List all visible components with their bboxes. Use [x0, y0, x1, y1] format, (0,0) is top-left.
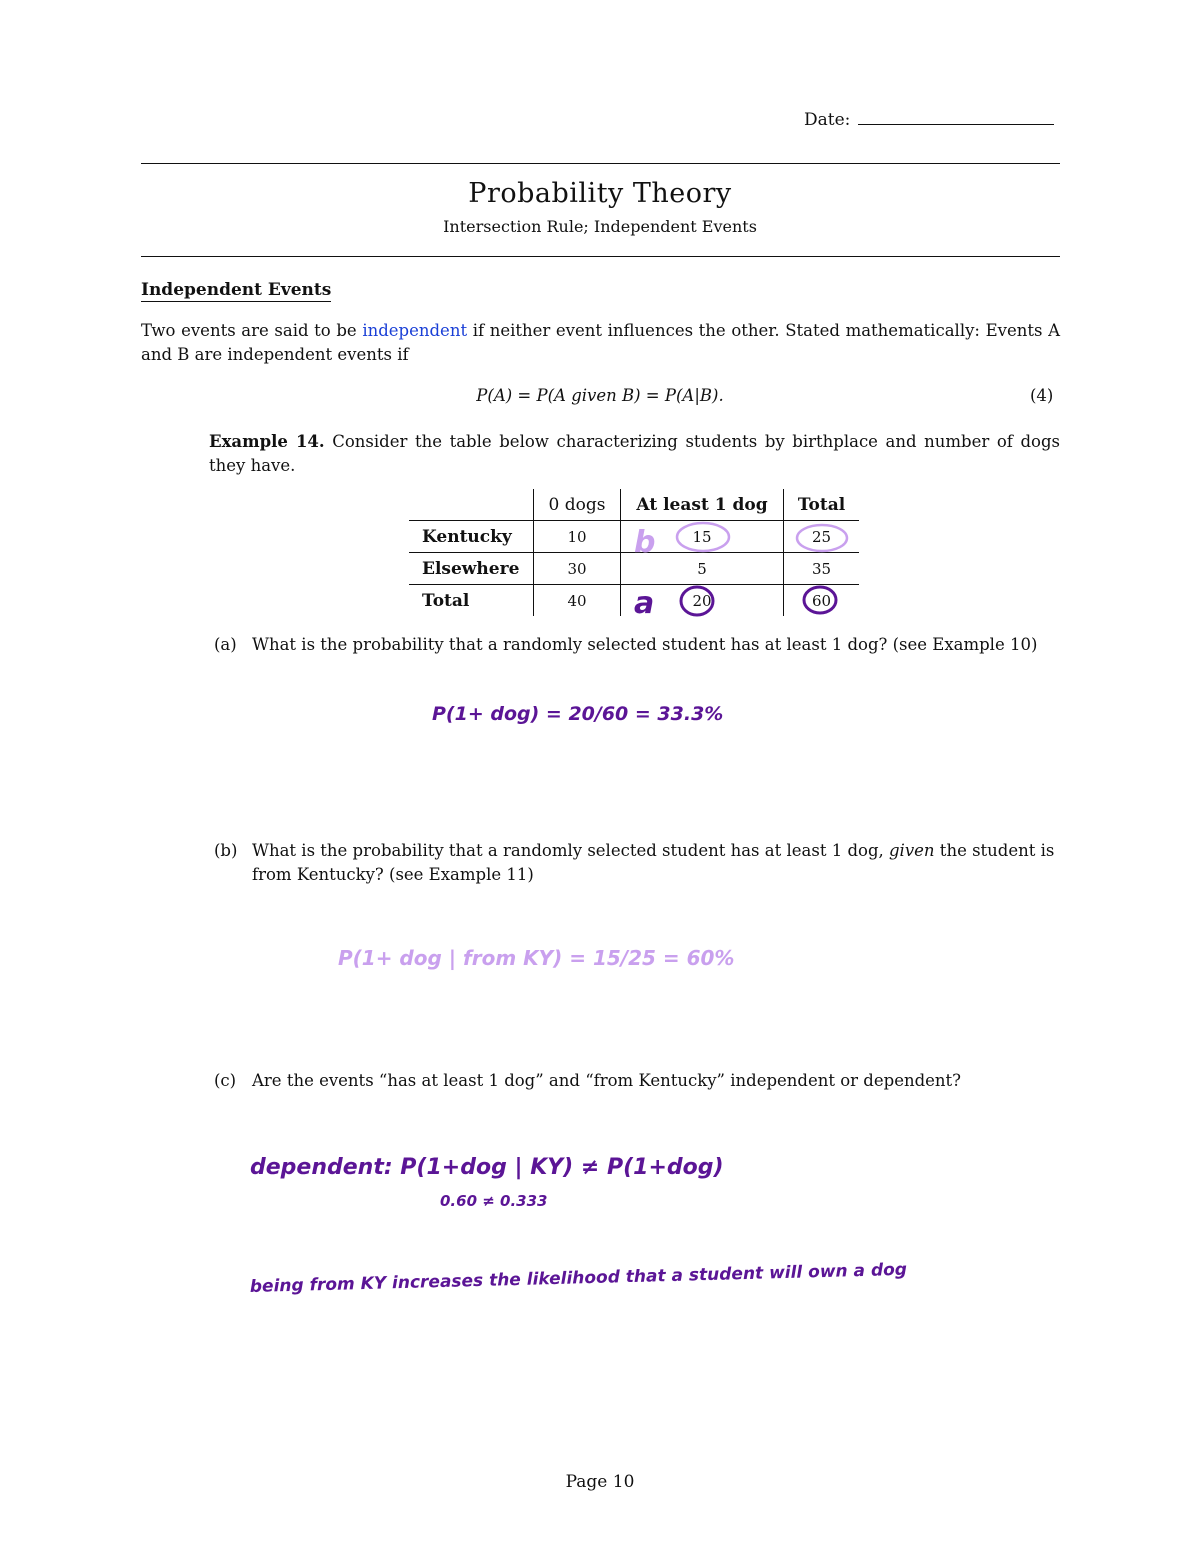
row-label: Kentucky: [409, 521, 534, 553]
independent-term: independent: [362, 321, 468, 340]
page-title: Probability Theory: [468, 178, 732, 209]
answer-c-line2: 0.60 ≠ 0.333: [440, 1192, 548, 1210]
table-cell: 5: [621, 553, 784, 585]
row-label: Elsewhere: [409, 553, 534, 585]
col-header-at-least-1: At least 1 dog: [621, 489, 784, 521]
page-subtitle: Intersection Rule; Independent Events: [443, 217, 757, 236]
example-text: Consider the table below characterizing students by birthplace and number of dogs they have.: [209, 432, 1060, 475]
table-cell: 15: [621, 521, 784, 553]
table-cell: 20: [621, 585, 784, 617]
page-number: Page 10: [565, 1472, 635, 1492]
circle-mark-20: [681, 587, 713, 615]
question-text: Are the events “has at least 1 dog” and “from Kentucky” independent or dependent?: [252, 1071, 962, 1090]
mark-b: b: [634, 525, 656, 560]
row-label: Total: [422, 590, 470, 611]
date-label: Date:: [804, 110, 851, 130]
question-label: (c): [214, 1071, 237, 1090]
answer-b: P(1+ dog | from KY) = 15/25 = 60%: [338, 946, 735, 970]
col-header-0-dogs: 0 dogs: [534, 489, 621, 521]
table-cell: 60: [784, 585, 860, 617]
answer-c-line3: being from KY increases the likelihood that a student will own a dog: [249, 1259, 908, 1297]
table-cell: 25: [784, 521, 860, 553]
question-text: What is the probability that a randomly selected student has at least 1 dog? (see Example 10): [252, 635, 1038, 654]
example-label: Example 14.: [209, 432, 325, 451]
question-text: What is the probability that a randomly selected student has at least 1 dog, given the student is from Kentucky? (see Example 11): [252, 841, 1055, 884]
answer-a: P(1+ dog) = 20/60 = 33.3%: [432, 703, 724, 725]
answer-c-line1: dependent: P(1+dog | KY) ≠ P(1+dog): [250, 1155, 724, 1180]
question-label: (b): [214, 841, 238, 860]
question-label: (a): [214, 635, 237, 654]
table-cell: 35: [784, 553, 860, 585]
col-header-total: Total: [784, 489, 860, 521]
table-cell: 10: [534, 521, 621, 553]
intro-before: Two events are said to be: [141, 321, 363, 340]
equation: P(A) = P(A given B) = P(A|B).: [476, 386, 724, 405]
mark-a: a: [634, 586, 655, 621]
table-cell: 40: [534, 585, 621, 617]
table-cell: 30: [534, 553, 621, 585]
intro-after: if neither event influences the other. Stated mathematically: Events A and B are independent events if: [141, 321, 1060, 364]
section-heading: Independent Events: [141, 280, 332, 300]
equation-number: (4): [1030, 386, 1054, 405]
circle-mark-60: [804, 587, 836, 613]
circle-mark-25: [797, 525, 847, 551]
circle-mark-15: [677, 523, 729, 551]
